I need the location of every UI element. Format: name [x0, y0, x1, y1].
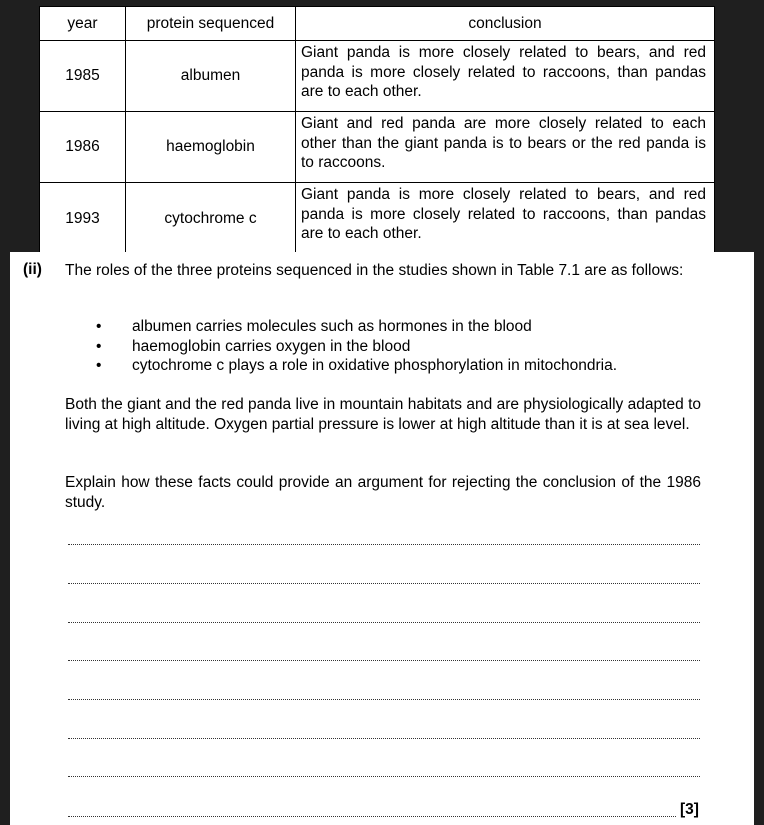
protein-table [39, 6, 715, 252]
table-row [40, 112, 715, 183]
answer-line[interactable] [68, 660, 700, 661]
list-item [96, 337, 617, 357]
question-number: (ii) [23, 261, 42, 278]
table-header-row [40, 7, 715, 41]
cell-conclusion: Giant panda is more closely related to bears, and red panda is more closely related to raccoons, than pandas are to each other. [296, 41, 715, 112]
cell-protein: haemoglobin [126, 112, 296, 183]
role-text: haemoglobin carries oxygen in the blood [132, 337, 411, 355]
cell-protein: cytochrome c [126, 183, 296, 253]
frame-right-strip [754, 252, 764, 825]
table-row [40, 183, 715, 253]
cell-conclusion: Giant and red panda are more closely related to each other than the giant panda is to bears or the red panda is to raccoons. [296, 112, 715, 183]
frame-left [0, 0, 39, 252]
cell-year: 1985 [40, 41, 126, 112]
header-year: year [40, 7, 126, 41]
role-text: cytochrome c plays a role in oxidative phosphorylation in mitochondria. [132, 357, 618, 374]
frame-right [715, 0, 764, 252]
task-prompt: Explain how these facts could provide an argument for rejecting the conclusion of the 1986 study. [65, 474, 701, 511]
cell-conclusion: Giant panda is more closely related to bears, and red panda is more closely related to raccoons, than pandas are to each other. [296, 183, 715, 253]
answer-line[interactable] [68, 699, 700, 700]
table-row [40, 41, 715, 112]
frame-left-strip [0, 252, 10, 825]
answer-line[interactable] [68, 738, 700, 739]
bullet-icon: • [96, 318, 102, 335]
table-container [39, 6, 715, 252]
role-text: albumen carries molecules such as hormones in the blood [132, 318, 532, 335]
answer-line[interactable] [68, 583, 700, 584]
marks-label: [3] [680, 801, 699, 818]
bullet-icon: • [96, 357, 102, 374]
question-intro: The roles of the three proteins sequenced in the studies shown in Table 7.1 are as follows: [65, 262, 684, 279]
answer-line[interactable] [68, 816, 676, 817]
header-conclusion: conclusion [296, 7, 715, 41]
cell-year: 1986 [40, 112, 126, 183]
list-item [96, 317, 617, 337]
header-protein: protein sequenced [126, 7, 296, 41]
list-item [96, 356, 617, 376]
bullet-icon: • [96, 337, 102, 355]
answer-line[interactable] [68, 776, 700, 777]
answer-line[interactable] [68, 622, 700, 623]
cell-year: 1993 [40, 183, 126, 253]
protein-roles-list [96, 317, 617, 376]
cell-protein: albumen [126, 41, 296, 112]
answer-line[interactable] [68, 544, 700, 545]
context-paragraph: Both the giant and the red panda live in mountain habitats and are physiologically adapted to living at high altitude. Oxygen partial pressure is lower at high altitude than it is at sea level. [65, 396, 701, 433]
